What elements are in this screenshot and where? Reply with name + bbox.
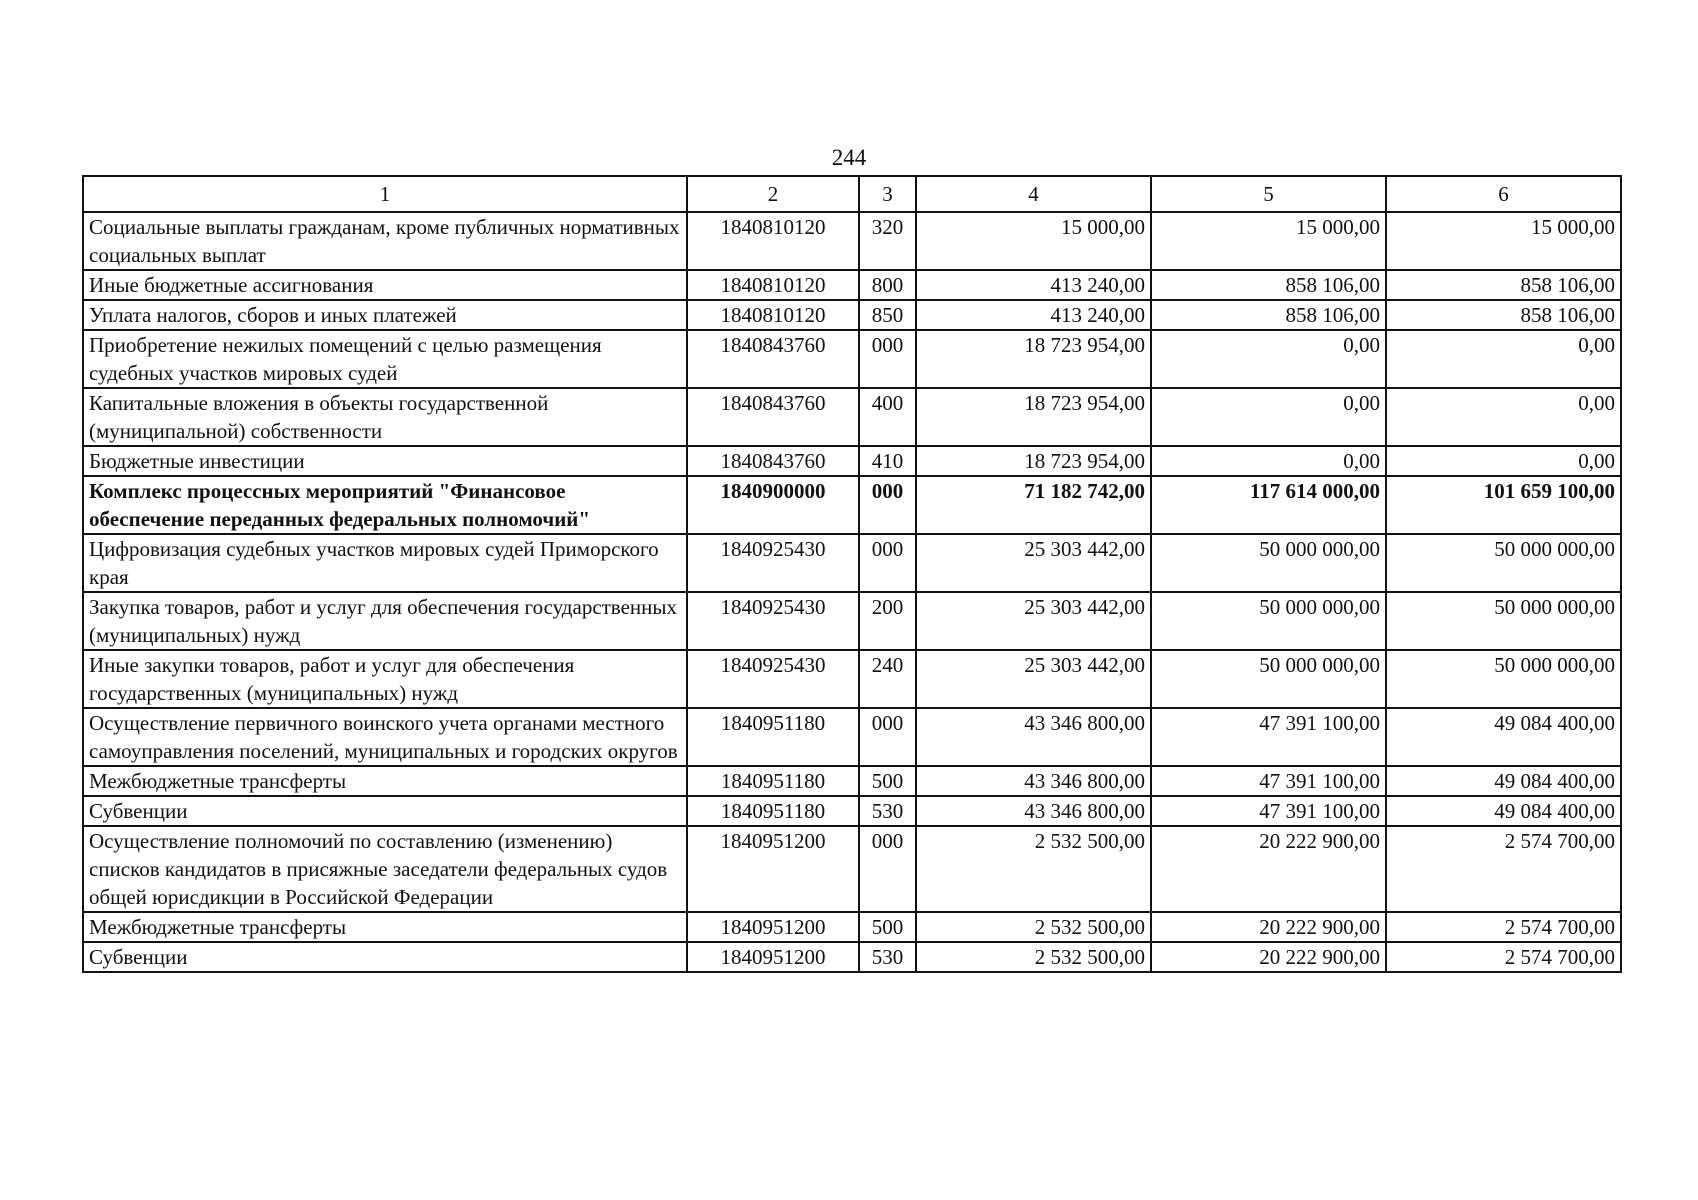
table-row [83, 534, 1621, 592]
table-row [83, 796, 1621, 826]
row-code: 1840843760 [687, 388, 859, 446]
row-amount-col-4: 43 346 800,00 [916, 708, 1151, 766]
row-name: Осуществление полномочий по составлению (изменению) списков кандидатов в присяжные заседатели федеральных судов общей юрисдикции в Российской Федерации [83, 826, 687, 912]
column-header-1: 1 [83, 176, 687, 212]
column-header-2: 2 [687, 176, 859, 212]
row-expense-type: 000 [859, 476, 916, 534]
row-name: Иные бюджетные ассигнования [83, 270, 687, 300]
row-amount-col-5: 50 000 000,00 [1151, 592, 1386, 650]
row-amount-col-4: 2 532 500,00 [916, 912, 1151, 942]
row-amount-col-4: 413 240,00 [916, 300, 1151, 330]
row-amount-col-5: 858 106,00 [1151, 300, 1386, 330]
row-amount-col-6: 50 000 000,00 [1386, 534, 1621, 592]
row-expense-type: 400 [859, 388, 916, 446]
table-header-row [83, 176, 1621, 212]
row-amount-col-6: 49 084 400,00 [1386, 708, 1621, 766]
row-amount-col-6: 2 574 700,00 [1386, 942, 1621, 972]
table-row [83, 826, 1621, 912]
table-body [83, 212, 1621, 972]
row-name: Бюджетные инвестиции [83, 446, 687, 476]
row-amount-col-4: 18 723 954,00 [916, 330, 1151, 388]
table-row [83, 270, 1621, 300]
row-expense-type: 320 [859, 212, 916, 270]
row-name: Уплата налогов, сборов и иных платежей [83, 300, 687, 330]
column-header-3: 3 [859, 176, 916, 212]
row-amount-col-6: 49 084 400,00 [1386, 796, 1621, 826]
row-amount-col-4: 43 346 800,00 [916, 766, 1151, 796]
row-amount-col-4: 15 000,00 [916, 212, 1151, 270]
row-code: 1840951180 [687, 796, 859, 826]
row-code: 1840843760 [687, 330, 859, 388]
row-name: Капитальные вложения в объекты государственной (муниципальной) собственности [83, 388, 687, 446]
column-header-6: 6 [1386, 176, 1621, 212]
table-row [83, 650, 1621, 708]
row-code: 1840810120 [687, 270, 859, 300]
row-amount-col-5: 858 106,00 [1151, 270, 1386, 300]
row-amount-col-4: 43 346 800,00 [916, 796, 1151, 826]
row-expense-type: 240 [859, 650, 916, 708]
row-amount-col-5: 117 614 000,00 [1151, 476, 1386, 534]
row-amount-col-6: 50 000 000,00 [1386, 592, 1621, 650]
row-amount-col-6: 858 106,00 [1386, 270, 1621, 300]
row-name: Приобретение нежилых помещений с целью размещения судебных участков мировых судей [83, 330, 687, 388]
row-amount-col-6: 0,00 [1386, 446, 1621, 476]
row-code: 1840925430 [687, 534, 859, 592]
page-number: 244 [831, 145, 867, 170]
row-amount-col-5: 50 000 000,00 [1151, 534, 1386, 592]
row-amount-col-4: 18 723 954,00 [916, 388, 1151, 446]
row-code: 1840925430 [687, 592, 859, 650]
row-name: Межбюджетные трансферты [83, 766, 687, 796]
row-name: Цифровизация судебных участков мировых судей Приморского края [83, 534, 687, 592]
row-expense-type: 000 [859, 826, 916, 912]
row-expense-type: 530 [859, 942, 916, 972]
row-code: 1840951180 [687, 708, 859, 766]
row-amount-col-6: 2 574 700,00 [1386, 826, 1621, 912]
row-name: Закупка товаров, работ и услуг для обеспечения государственных (муниципальных) нужд [83, 592, 687, 650]
row-amount-col-4: 18 723 954,00 [916, 446, 1151, 476]
row-name: Межбюджетные трансферты [83, 912, 687, 942]
row-code: 1840951200 [687, 942, 859, 972]
row-expense-type: 850 [859, 300, 916, 330]
row-amount-col-5: 0,00 [1151, 330, 1386, 388]
row-amount-col-6: 0,00 [1386, 388, 1621, 446]
table-row [83, 446, 1621, 476]
row-name: Субвенции [83, 942, 687, 972]
row-amount-col-4: 25 303 442,00 [916, 592, 1151, 650]
row-amount-col-4: 71 182 742,00 [916, 476, 1151, 534]
row-amount-col-5: 0,00 [1151, 388, 1386, 446]
row-amount-col-6: 2 574 700,00 [1386, 912, 1621, 942]
row-amount-col-4: 2 532 500,00 [916, 942, 1151, 972]
row-code: 1840900000 [687, 476, 859, 534]
row-amount-col-5: 47 391 100,00 [1151, 708, 1386, 766]
table-row [83, 912, 1621, 942]
table-row [83, 476, 1621, 534]
row-amount-col-5: 20 222 900,00 [1151, 912, 1386, 942]
row-amount-col-6: 15 000,00 [1386, 212, 1621, 270]
table-row [83, 942, 1621, 972]
row-code: 1840843760 [687, 446, 859, 476]
table-row [83, 212, 1621, 270]
row-amount-col-6: 49 084 400,00 [1386, 766, 1621, 796]
row-expense-type: 500 [859, 766, 916, 796]
table-row [83, 766, 1621, 796]
row-amount-col-5: 20 222 900,00 [1151, 826, 1386, 912]
row-amount-col-4: 2 532 500,00 [916, 826, 1151, 912]
column-header-5: 5 [1151, 176, 1386, 212]
row-amount-col-5: 20 222 900,00 [1151, 942, 1386, 972]
row-amount-col-6: 858 106,00 [1386, 300, 1621, 330]
row-name: Иные закупки товаров, работ и услуг для обеспечения государственных (муниципальных) нужд [83, 650, 687, 708]
row-amount-col-5: 50 000 000,00 [1151, 650, 1386, 708]
row-expense-type: 200 [859, 592, 916, 650]
row-amount-col-4: 25 303 442,00 [916, 534, 1151, 592]
row-name: Социальные выплаты гражданам, кроме публичных нормативных социальных выплат [83, 212, 687, 270]
row-code: 1840951180 [687, 766, 859, 796]
table-row [83, 592, 1621, 650]
row-amount-col-4: 25 303 442,00 [916, 650, 1151, 708]
row-expense-type: 410 [859, 446, 916, 476]
row-name: Субвенции [83, 796, 687, 826]
row-amount-col-5: 47 391 100,00 [1151, 796, 1386, 826]
table-row [83, 708, 1621, 766]
table-row [83, 388, 1621, 446]
row-expense-type: 000 [859, 330, 916, 388]
row-amount-col-6: 50 000 000,00 [1386, 650, 1621, 708]
row-amount-col-6: 0,00 [1386, 330, 1621, 388]
row-code: 1840951200 [687, 912, 859, 942]
row-expense-type: 530 [859, 796, 916, 826]
row-expense-type: 500 [859, 912, 916, 942]
row-name: Комплекс процессных мероприятий "Финансовое обеспечение переданных федеральных полномочий" [83, 476, 687, 534]
row-expense-type: 000 [859, 534, 916, 592]
row-amount-col-5: 0,00 [1151, 446, 1386, 476]
row-amount-col-5: 15 000,00 [1151, 212, 1386, 270]
row-code: 1840810120 [687, 300, 859, 330]
row-name: Осуществление первичного воинского учета органами местного самоуправления поселений, муниципальных и городских округов [83, 708, 687, 766]
row-code: 1840951200 [687, 826, 859, 912]
table-row [83, 300, 1621, 330]
row-code: 1840925430 [687, 650, 859, 708]
table-row [83, 330, 1621, 388]
row-amount-col-6: 101 659 100,00 [1386, 476, 1621, 534]
row-amount-col-4: 413 240,00 [916, 270, 1151, 300]
column-header-4: 4 [916, 176, 1151, 212]
row-expense-type: 000 [859, 708, 916, 766]
row-code: 1840810120 [687, 212, 859, 270]
row-amount-col-5: 47 391 100,00 [1151, 766, 1386, 796]
row-expense-type: 800 [859, 270, 916, 300]
budget-table [82, 175, 1622, 973]
